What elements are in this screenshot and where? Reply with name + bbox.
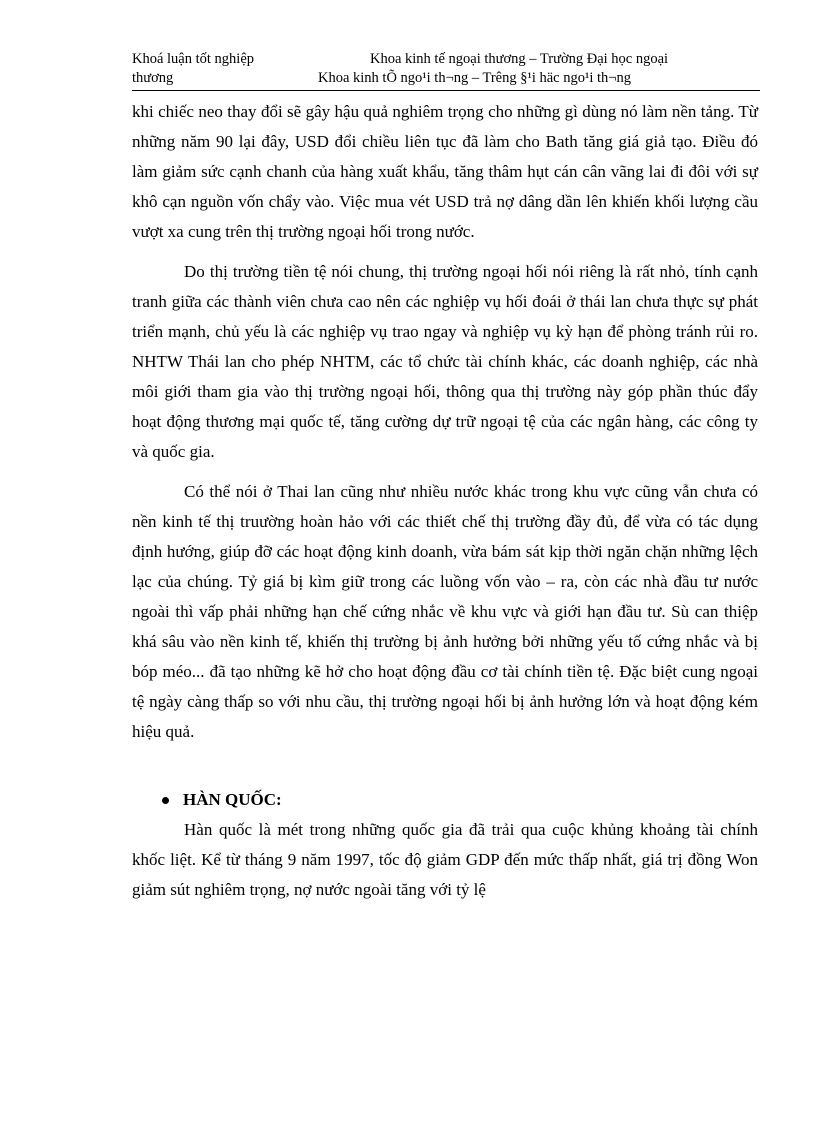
paragraph-gap [132, 467, 758, 477]
page-header [132, 50, 760, 94]
paragraph-market-economy: Có thể nói ở Thai lan cũng như nhiều nước khác trong khu vực cũng vẫn chưa có nền kinh tế thị truường hoàn hảo với các thiết chế thị trường đầy đủ, để vừa có tác dụng định hướng, giúp đỡ các hoạt động kinh doanh, vừa bám sát kịp thời ngăn chặn những lệch lạc của chúng. Tỷ giá bị kìm giữ trong các luồng vốn vào – ra, còn các nhà đầu tư nước ngoài thì vấp phải những hạn chế cứng nhắc về khu vực và giới hạn đầu tư. Sù can thiệp khá sâu vào nền kinh tế, khiến thị trường bị ảnh hưởng bởi những yếu tố cứng nhắc và bị bóp méo... đã tạo những kẽ hở cho hoạt động đầu cơ tài chính tiền tệ. Đặc biệt cung ngoại tệ ngày càng thấp so với nhu cầu, thị trường ngoại hối bị ảnh hưởng lớn và hoạt động kém hiệu quả. [132, 482, 758, 741]
paragraph-korea: Hàn quốc là mét trong những quốc gia đã trải qua cuộc khủng khoảng tài chính khốc liệt. Kể từ tháng 9 năm 1997, tốc độ giảm GDP đến mức thấp nhất, giá trị đồng Won giảm sút nghiêm trọng, nợ nước ngoài tăng với tỷ lệ [132, 820, 758, 899]
section-heading [132, 785, 758, 815]
section-gap [132, 747, 758, 785]
bullet-icon [162, 797, 169, 804]
section-heading-text: HÀN QUỐC: [183, 790, 282, 809]
header-rule [132, 90, 760, 91]
paragraph-continuation: khi chiếc neo thay đổi sẽ gây hậu quả nghiêm trọng cho những gì dùng nó làm nền tảng. Từ những năm 90 lại đây, USD đổi chiều liên tục đã làm cho Bath tăng giá giả tạo. Điều đó làm giảm sức cạnh chanh của hàng xuất khẩu, tăng thâm hụt cán cân vãng lai đi đôi với sự khô cạn nguồn vốn chẩy vào. Việc mua vét USD trả nợ dâng dần lên khiến khối lượng cầu vượt xa cung trên thị trường ngoại hối trong nước. [132, 102, 758, 241]
header-faculty-title: Khoa kinh tế ngoại thương – Trường Đại học ngoại [370, 51, 669, 67]
header-thesis-label: Khoá luận tốt nghiệp [132, 51, 255, 67]
page-body [132, 97, 758, 905]
paragraph-forex-market: Do thị trường tiền tệ nói chung, thị trường ngoại hối nói riêng là rất nhỏ, tính cạnh tranh giữa các thành viên chưa cao nên các nghiệp vụ hối đoái ở thái lan chưa thực sự phát triển mạnh, chủ yếu là các nghiệp vụ trao ngay và nghiệp vụ kỳ hạn để phòng tránh rủi ro. NHTW Thái lan cho phép NHTM, các tổ chức tài chính khác, các doanh nghiệp, các nhà môi giới tham gia vào thị trường ngoại hối, thông qua thị trường này góp phần thúc đẩy hoạt động thương mại quốc tế, tăng cường dự trữ ngoại tệ của các ngân hàng, các công ty và quốc gia. [132, 262, 758, 461]
header-faculty-title-garbled: Khoa kinh tÕ ngo¹i th¬ng – Trêng §¹i häc ngo¹i th¬ng [318, 70, 631, 86]
header-thesis-label-wrap: thương [132, 70, 174, 86]
paragraph-gap [132, 247, 758, 257]
